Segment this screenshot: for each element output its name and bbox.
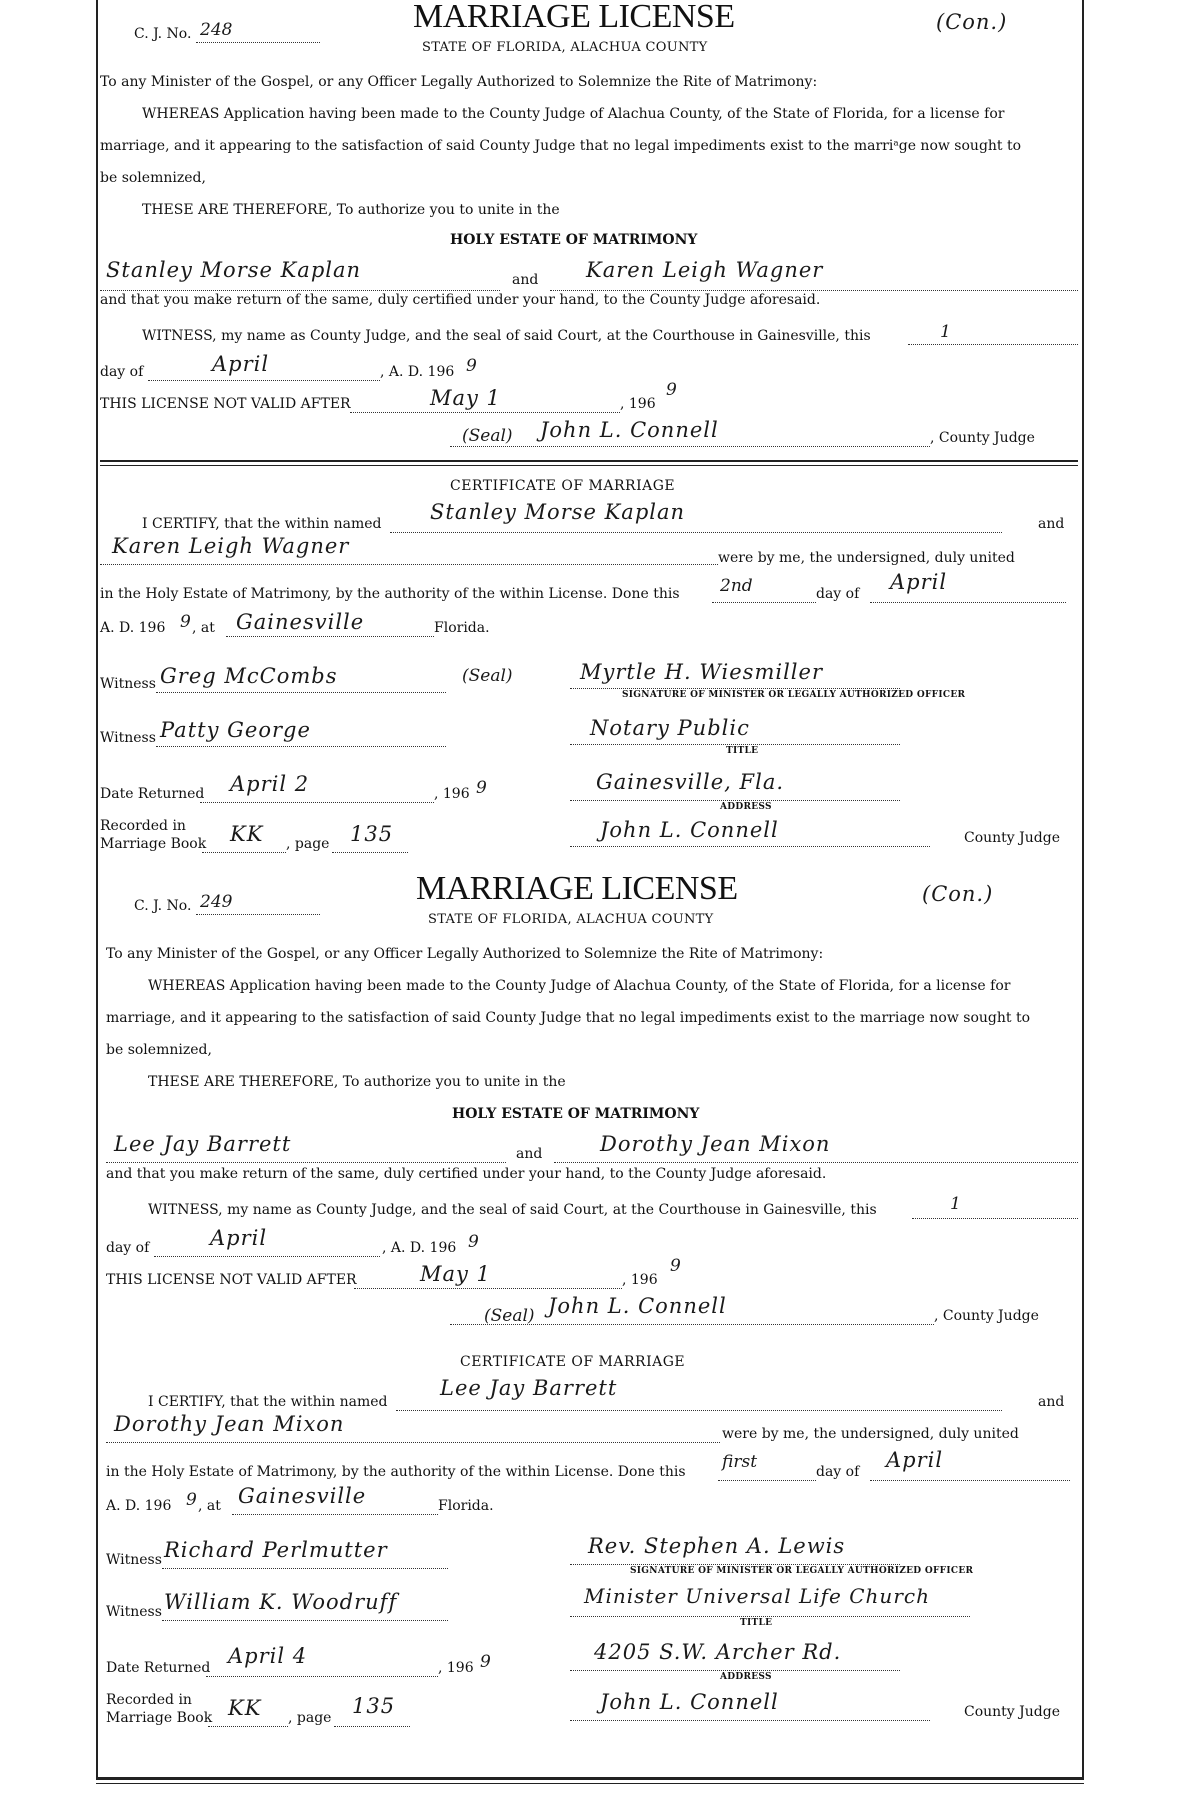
witness2-label: Witness (106, 1604, 162, 1620)
license-249 (100, 870, 1078, 1770)
signature-caption: SIGNATURE OF MINISTER OR LEGALLY AUTHORIZED OFFICER (630, 1566, 974, 1576)
officer-title: Notary Public (590, 716, 750, 740)
return-line: and that you make return of the same, duly certified under your hand, to the County Judge aforesaid. (100, 292, 821, 308)
witness2-signature: William K. Woodruff (164, 1590, 398, 1614)
witness1-signature: Greg McCombs (160, 664, 338, 688)
county-judge-signature: John L. Connell (548, 1294, 727, 1318)
done-day: 2nd (720, 576, 753, 596)
ad-label: , A. D. 196 (380, 364, 455, 380)
license-subtitle: STATE OF FLORIDA, ALACHUA COUNTY (428, 912, 714, 927)
officer-title: Minister Universal Life Church (584, 1584, 930, 1608)
cj-label: C. J. No. (134, 26, 192, 42)
address-line: To any Minister of the Gospel, or any Officer Legally Authorized to Solemnize the Rite of Matrimony: (106, 946, 824, 962)
page-label: , page (286, 836, 330, 852)
county-judge-label: , County Judge (930, 430, 1035, 446)
cert-groom-name: Lee Jay Barrett (440, 1376, 618, 1400)
recorded-in-label: Recorded in (100, 818, 186, 834)
record-page (100, 0, 1078, 1778)
done-month: April (890, 570, 948, 594)
therefore-line: THESE ARE THEREFORE, To authorize you to unite in the (148, 1074, 566, 1090)
whereas-line-2: marriage, and it appearing to the satisfaction of said County Judge that no legal impediments exist to the marriᵃge now sought to (100, 138, 1022, 154)
license-month: April (212, 352, 270, 376)
county-judge-label: , County Judge (934, 1308, 1039, 1324)
not-valid-label: THIS LICENSE NOT VALID AFTER (106, 1272, 357, 1288)
corner-note: (Con.) (936, 10, 1008, 34)
ceremony-place: Gainesville (236, 610, 365, 634)
bride-name: Dorothy Jean Mixon (600, 1132, 831, 1156)
license-month: April (210, 1226, 268, 1250)
not-valid-year: , 196 (622, 1272, 658, 1288)
day-of-label: day of (100, 364, 144, 380)
county-judge-signature: John L. Connell (540, 418, 719, 442)
marriage-book-label: Marriage Book (106, 1710, 213, 1726)
done-day-of: day of (816, 586, 860, 602)
witness1-label: Witness (100, 676, 156, 692)
address-caption: ADDRESS (720, 802, 772, 812)
license-seal: (Seal) (484, 1306, 535, 1326)
certify-line: I CERTIFY, that the within named (148, 1394, 388, 1410)
right-border (1082, 0, 1084, 1778)
witness2-label: Witness (100, 730, 156, 746)
witness-day: 1 (950, 1194, 961, 1214)
return-line: and that you make return of the same, duly certified under your hand, to the County Judge aforesaid. (106, 1166, 827, 1182)
recorded-in-label: Recorded in (106, 1692, 192, 1708)
were-by-me-line: were by me, the undersigned, duly united (722, 1426, 1019, 1442)
marriage-book: KK (228, 1696, 262, 1720)
recorder-signature: John L. Connell (600, 818, 779, 842)
cert-and: and (1038, 516, 1065, 532)
witness2-signature: Patty George (160, 718, 311, 742)
officer-signature: Myrtle H. Wiesmiller (580, 660, 823, 684)
cert-groom-name: Stanley Morse Kaplan (430, 500, 686, 524)
certificate-title: CERTIFICATE OF MARRIAGE (460, 1354, 686, 1370)
cert-bride-name: Dorothy Jean Mixon (114, 1412, 345, 1436)
not-valid-date: May 1 (430, 386, 501, 410)
title-caption: TITLE (726, 746, 759, 756)
witness1-label: Witness (106, 1552, 162, 1568)
returned-year: , 196 (438, 1660, 474, 1676)
date-returned: April 4 (228, 1644, 308, 1668)
license-seal: (Seal) (462, 426, 513, 446)
certificate-title: CERTIFICATE OF MARRIAGE (450, 478, 676, 494)
florida-label: Florida. (434, 620, 490, 636)
holy-estate-heading: HOLY ESTATE OF MATRIMONY (452, 1106, 700, 1122)
signature-caption: SIGNATURE OF MINISTER OR LEGALLY AUTHORIZED OFFICER (622, 690, 966, 700)
ad-digit: 9 (186, 1490, 197, 1510)
whereas-line-1: WHEREAS Application having been made to the County Judge of Alachua County, of the State of Florida, for a license for (148, 978, 1011, 994)
witness1-signature: Richard Perlmutter (164, 1538, 388, 1562)
ad-line: A. D. 196 (106, 1498, 172, 1514)
address-line: To any Minister of the Gospel, or any Officer Legally Authorized to Solemnize the Rite of Matrimony: (100, 74, 818, 90)
date-returned-label: Date Returned (106, 1660, 211, 1676)
ad-line: A. D. 196 (100, 620, 166, 636)
license-subtitle: STATE OF FLORIDA, ALACHUA COUNTY (422, 40, 708, 55)
date-returned-label: Date Returned (100, 786, 205, 802)
recorder-title: County Judge (964, 830, 1060, 846)
holy-estate-heading: HOLY ESTATE OF MATRIMONY (450, 232, 698, 248)
address-caption: ADDRESS (720, 1672, 772, 1682)
done-month: April (886, 1448, 944, 1472)
corner-note: (Con.) (922, 882, 994, 906)
witness-day: 1 (940, 322, 951, 342)
cert-and: and (1038, 1394, 1065, 1410)
license-248 (100, 0, 1078, 870)
date-returned: April 2 (230, 772, 310, 796)
whereas-line-3: be solemnized, (100, 170, 206, 186)
officer-address: Gainesville, Fla. (596, 770, 785, 794)
officer-signature: Rev. Stephen A. Lewis (588, 1534, 846, 1558)
book-page: 135 (350, 822, 394, 846)
returned-year-digit: 9 (480, 1652, 491, 1672)
ad-digit: 9 (180, 612, 191, 632)
not-valid-year-digit: 9 (666, 380, 677, 400)
not-valid-label: THIS LICENSE NOT VALID AFTER (100, 396, 351, 412)
license-year-digit: 9 (466, 356, 477, 376)
witness-line: WITNESS, my name as County Judge, and the seal of said Court, at the Courthouse in Gainesville, this (148, 1202, 877, 1218)
witness-line: WITNESS, my name as County Judge, and the seal of said Court, at the Courthouse in Gainesville, this (142, 328, 871, 344)
cj-label: C. J. No. (134, 898, 192, 914)
groom-name: Stanley Morse Kaplan (106, 258, 362, 282)
ad-label: , A. D. 196 (382, 1240, 457, 1256)
license-title: MARRIAGE LICENSE (416, 870, 738, 907)
holy-estate-line: in the Holy Estate of Matrimony, by the authority of the within License. Done this (106, 1464, 686, 1480)
were-by-me-line: were by me, the undersigned, duly united (718, 550, 1015, 566)
and-label: and (516, 1146, 543, 1162)
recorder-signature: John L. Connell (600, 1690, 779, 1714)
done-day-of: day of (816, 1464, 860, 1480)
therefore-line: THESE ARE THEREFORE, To authorize you to unite in the (142, 202, 560, 218)
title-caption: TITLE (740, 1618, 773, 1628)
cert-bride-name: Karen Leigh Wagner (112, 534, 350, 558)
done-day: first (722, 1452, 758, 1472)
left-border (96, 0, 98, 1778)
certify-line: I CERTIFY, that the within named (142, 516, 382, 532)
bottom-border-thin (96, 1783, 1084, 1784)
holy-estate-line: in the Holy Estate of Matrimony, by the authority of the within License. Done this (100, 586, 680, 602)
whereas-line-3: be solemnized, (106, 1042, 212, 1058)
license-title: MARRIAGE LICENSE (413, 0, 735, 35)
book-page: 135 (352, 1694, 396, 1718)
florida-label: Florida. (438, 1498, 494, 1514)
marriage-book: KK (230, 822, 264, 846)
not-valid-year: , 196 (620, 396, 656, 412)
returned-year: , 196 (434, 786, 470, 802)
marriage-book-label: Marriage Book (100, 836, 207, 852)
officer-seal: (Seal) (462, 666, 513, 686)
recorder-title: County Judge (964, 1704, 1060, 1720)
at-label: , at (198, 1498, 221, 1514)
ceremony-place: Gainesville (238, 1484, 367, 1508)
not-valid-year-digit: 9 (670, 1256, 681, 1276)
day-of-label: day of (106, 1240, 150, 1256)
license-year-digit: 9 (468, 1232, 479, 1252)
and-label: and (512, 272, 539, 288)
whereas-line-1: WHEREAS Application having been made to the County Judge of Alachua County, of the State of Florida, for a license for (142, 106, 1005, 122)
cj-number: 248 (200, 20, 233, 40)
at-label: , at (192, 620, 215, 636)
cj-number: 249 (200, 892, 233, 912)
returned-year-digit: 9 (476, 778, 487, 798)
bride-name: Karen Leigh Wagner (586, 258, 824, 282)
not-valid-date: May 1 (420, 1262, 491, 1286)
page-label: , page (288, 1710, 332, 1726)
whereas-line-2: marriage, and it appearing to the satisfaction of said County Judge that no legal impediments exist to the marriage now sought to (106, 1010, 1030, 1026)
groom-name: Lee Jay Barrett (114, 1132, 292, 1156)
officer-address: 4205 S.W. Archer Rd. (594, 1640, 842, 1664)
